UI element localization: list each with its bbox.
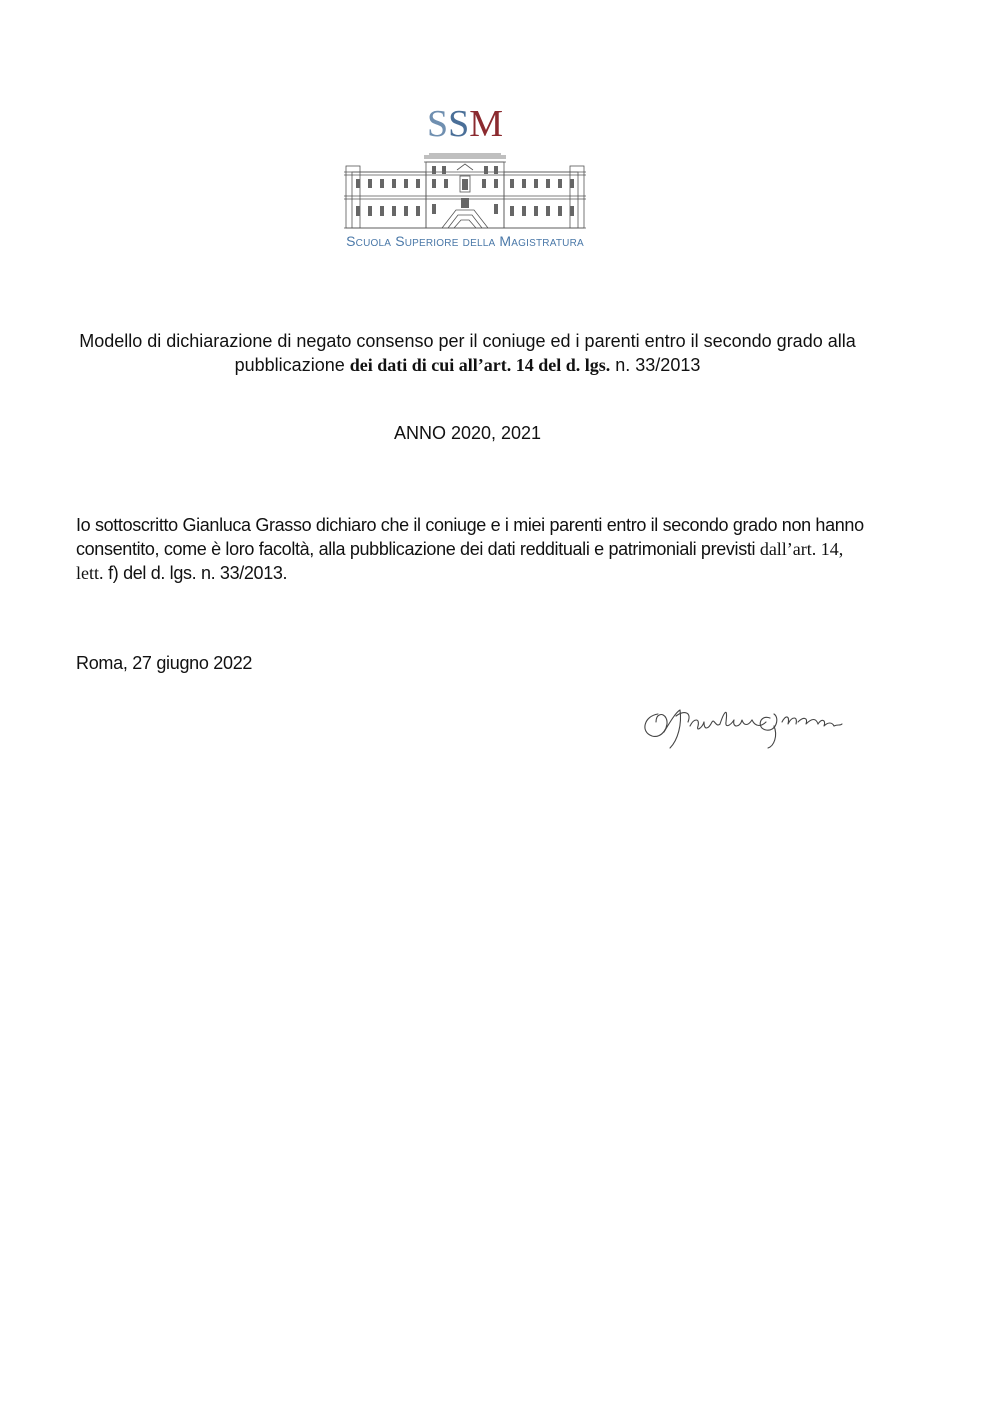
- declaration-serif-text: dall’art. 14, lett.: [76, 539, 844, 583]
- declaration-paragraph: [76, 513, 866, 585]
- declaration-text-end: f) del d. lgs. n. 33/2013.: [103, 563, 288, 583]
- declaration-text: Io sottoscritto Gianluca Grasso dichiaro che il coniuge e i miei parenti entro il secondo grado non hanno consentito, come è loro facoltà, alla pubblicazione dei dati reddituali e patrimoniali previsti: [76, 515, 864, 559]
- logo-caption: Scuola Superiore della Magistratura: [346, 233, 584, 249]
- ssm-logo: [340, 100, 590, 260]
- logo-abbreviation: SSM: [426, 103, 504, 145]
- year-heading: ANNO 2020, 2021: [393, 423, 542, 443]
- title-text-end: n. 33/2013: [610, 355, 701, 375]
- title-bold-text: dei dati di cui all’art. 14 del d. lgs.: [349, 355, 611, 375]
- title-text: Modello di dichiarazione di negato consenso per il coniuge ed i parenti entro il secondo grado alla pubblicazione: [79, 331, 856, 375]
- building-illustration-icon: [344, 152, 586, 230]
- document-title: [60, 329, 875, 377]
- place-date: Roma, 27 giugno 2022: [76, 653, 253, 673]
- handwritten-signature-icon: [636, 692, 860, 752]
